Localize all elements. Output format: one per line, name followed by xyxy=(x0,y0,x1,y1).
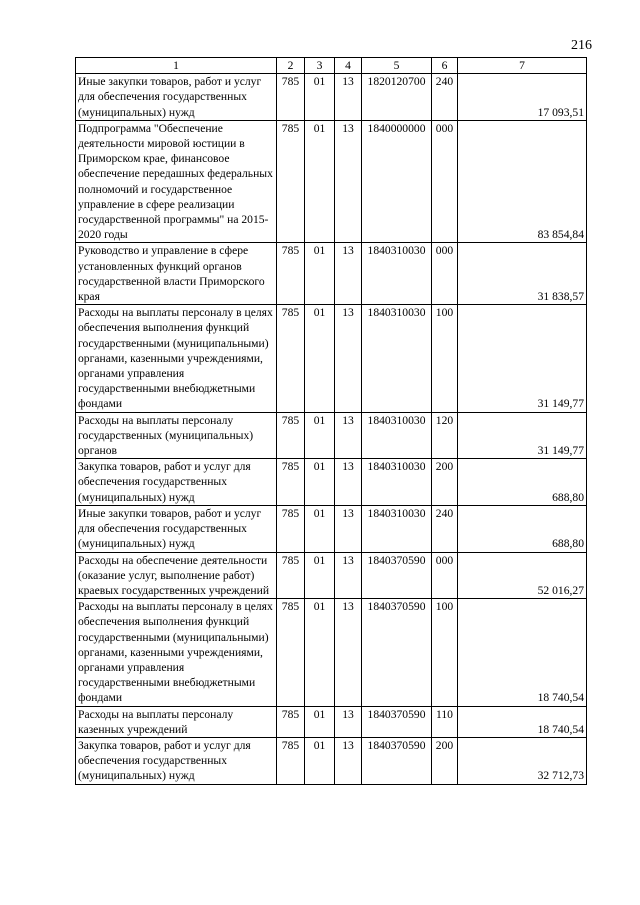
row-code-col6: 000 xyxy=(432,243,458,305)
row-code-col3: 01 xyxy=(305,552,335,599)
page-number: 216 xyxy=(571,38,592,53)
row-code-col5: 1840310030 xyxy=(362,412,432,459)
table-header xyxy=(76,58,587,74)
table-row xyxy=(76,706,587,737)
row-amount: 688,80 xyxy=(458,459,587,506)
row-code-col6: 000 xyxy=(432,120,458,243)
row-code-col4: 13 xyxy=(335,243,362,305)
table-body xyxy=(76,74,587,784)
row-code-col5: 1840000000 xyxy=(362,120,432,243)
row-amount: 31 149,77 xyxy=(458,412,587,459)
row-code-col4: 13 xyxy=(335,737,362,784)
row-name: Руководство и управление в сфере установленных функций органов государственной власти Приморского края xyxy=(76,243,277,305)
row-code-col6: 110 xyxy=(432,706,458,737)
row-code-col3: 01 xyxy=(305,305,335,412)
row-code-col3: 01 xyxy=(305,243,335,305)
row-amount: 18 740,54 xyxy=(458,599,587,706)
row-code-col3: 01 xyxy=(305,599,335,706)
table-row xyxy=(76,74,587,121)
row-code-col5: 1840310030 xyxy=(362,305,432,412)
row-code-col6: 200 xyxy=(432,737,458,784)
row-code-col6: 200 xyxy=(432,459,458,506)
row-code-col5: 1840310030 xyxy=(362,243,432,305)
table-row xyxy=(76,505,587,552)
row-code-col2: 785 xyxy=(277,706,305,737)
row-code-col2: 785 xyxy=(277,305,305,412)
row-code-col6: 100 xyxy=(432,599,458,706)
table-row xyxy=(76,120,587,243)
row-code-col6: 000 xyxy=(432,552,458,599)
row-amount: 17 093,51 xyxy=(458,74,587,121)
row-amount: 83 854,84 xyxy=(458,120,587,243)
header-col-2: 2 xyxy=(277,58,305,74)
row-name: Закупка товаров, работ и услуг для обеспечения государственных (муниципальных) нужд xyxy=(76,459,277,506)
row-code-col3: 01 xyxy=(305,120,335,243)
row-name: Расходы на обеспечение деятельности (оказание услуг, выполнение работ) краевых государственных учреждений xyxy=(76,552,277,599)
budget-table xyxy=(75,57,587,785)
header-col-4: 4 xyxy=(335,58,362,74)
row-name: Расходы на выплаты персоналу в целях обеспечения выполнения функций государственными (муниципальными) органами, казенными учреждениями, органами управления государственными внебюджетными фондами xyxy=(76,599,277,706)
table-row xyxy=(76,599,587,706)
row-code-col2: 785 xyxy=(277,120,305,243)
row-name: Расходы на выплаты персоналу казенных учреждений xyxy=(76,706,277,737)
row-amount: 52 016,27 xyxy=(458,552,587,599)
row-code-col5: 1840370590 xyxy=(362,599,432,706)
row-code-col6: 240 xyxy=(432,74,458,121)
row-code-col3: 01 xyxy=(305,706,335,737)
row-code-col2: 785 xyxy=(277,737,305,784)
header-col-5: 5 xyxy=(362,58,432,74)
row-amount: 18 740,54 xyxy=(458,706,587,737)
row-code-col2: 785 xyxy=(277,74,305,121)
row-code-col5: 1840370590 xyxy=(362,552,432,599)
row-name: Иные закупки товаров, работ и услуг для обеспечения государственных (муниципальных) нужд xyxy=(76,74,277,121)
header-col-1: 1 xyxy=(76,58,277,74)
row-code-col5: 1840310030 xyxy=(362,505,432,552)
row-name: Подпрограмма "Обеспечение деятельности мировой юстиции в Приморском крае, финансовое обеспечение передашных федеральных полномочий и государственное управление в сфере реализации государственной программы" на 2015-2020 годы xyxy=(76,120,277,243)
row-name: Расходы на выплаты персоналу государственных (муниципальных) органов xyxy=(76,412,277,459)
row-amount: 688,80 xyxy=(458,505,587,552)
row-code-col3: 01 xyxy=(305,737,335,784)
table-row xyxy=(76,737,587,784)
header-col-7: 7 xyxy=(458,58,587,74)
row-code-col4: 13 xyxy=(335,599,362,706)
row-amount: 31 149,77 xyxy=(458,305,587,412)
row-amount: 31 838,57 xyxy=(458,243,587,305)
table-row xyxy=(76,243,587,305)
row-code-col5: 1840310030 xyxy=(362,459,432,506)
row-code-col2: 785 xyxy=(277,552,305,599)
table-row xyxy=(76,412,587,459)
row-name: Расходы на выплаты персоналу в целях обеспечения выполнения функций государственными (муниципальными) органами, казенными учреждениями, органами управления государственными внебюджетными фондами xyxy=(76,305,277,412)
row-code-col4: 13 xyxy=(335,505,362,552)
header-col-6: 6 xyxy=(432,58,458,74)
header-col-3: 3 xyxy=(305,58,335,74)
row-code-col5: 1840370590 xyxy=(362,706,432,737)
row-code-col5: 1840370590 xyxy=(362,737,432,784)
row-code-col4: 13 xyxy=(335,74,362,121)
table-row xyxy=(76,305,587,412)
row-code-col4: 13 xyxy=(335,552,362,599)
row-code-col2: 785 xyxy=(277,412,305,459)
row-code-col2: 785 xyxy=(277,505,305,552)
row-code-col6: 120 xyxy=(432,412,458,459)
row-code-col2: 785 xyxy=(277,243,305,305)
row-code-col2: 785 xyxy=(277,599,305,706)
row-code-col4: 13 xyxy=(335,120,362,243)
row-code-col6: 240 xyxy=(432,505,458,552)
row-code-col4: 13 xyxy=(335,706,362,737)
row-code-col4: 13 xyxy=(335,305,362,412)
row-name: Иные закупки товаров, работ и услуг для обеспечения государственных (муниципальных) нужд xyxy=(76,505,277,552)
row-code-col3: 01 xyxy=(305,505,335,552)
row-code-col5: 1820120700 xyxy=(362,74,432,121)
row-code-col4: 13 xyxy=(335,459,362,506)
header-row xyxy=(76,58,587,74)
row-code-col6: 100 xyxy=(432,305,458,412)
row-code-col4: 13 xyxy=(335,412,362,459)
row-code-col2: 785 xyxy=(277,459,305,506)
table-row xyxy=(76,552,587,599)
row-code-col3: 01 xyxy=(305,74,335,121)
row-code-col3: 01 xyxy=(305,412,335,459)
row-code-col3: 01 xyxy=(305,459,335,506)
row-name: Закупка товаров, работ и услуг для обеспечения государственных (муниципальных) нужд xyxy=(76,737,277,784)
table-row xyxy=(76,459,587,506)
row-amount: 32 712,73 xyxy=(458,737,587,784)
